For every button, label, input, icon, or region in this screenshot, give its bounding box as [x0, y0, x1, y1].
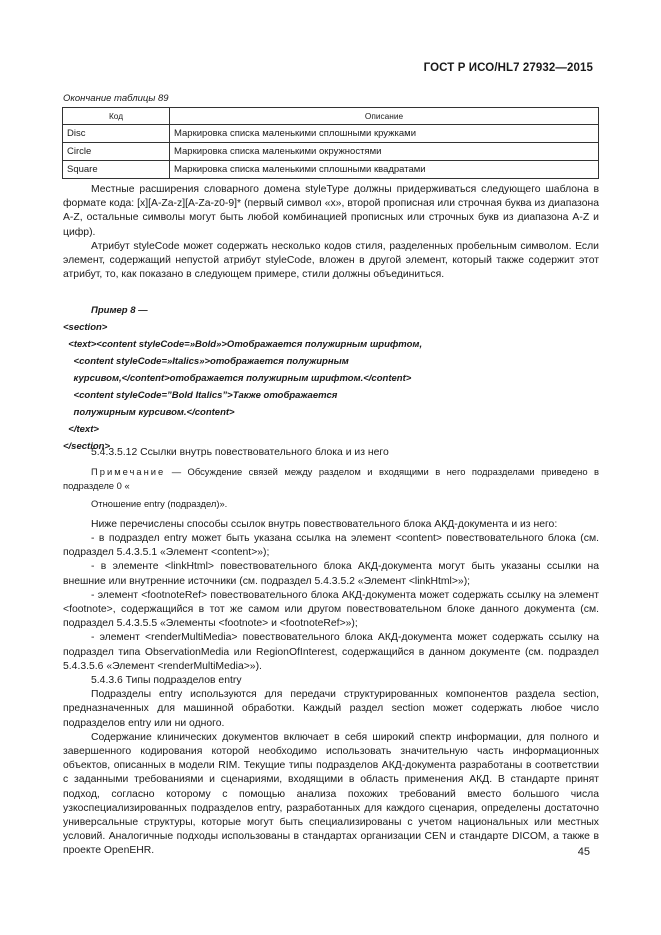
- paragraph: Атрибут styleCode может содержать несколько кодов стиля, разделенных пробельным символом. Если элемент, содержащий непустой атрибут styleCode, вложен в другой элемент, который также содержит этот атрибут, то, как показано в следующем примере, стили должны объединиться.: [63, 240, 599, 281]
- page-number: 45: [577, 846, 590, 858]
- section-5-4-3-5-12: [63, 446, 599, 859]
- table-caption: Окончание таблицы 89: [63, 93, 169, 104]
- code-example: [63, 302, 599, 455]
- code-line: <text><content styleCode=»Bold»>Отображается полужирным шрифтом,: [63, 339, 423, 350]
- table-cell-description: Маркировка списка маленькими окружностями: [170, 143, 599, 161]
- code-line: <content styleCode=»Italics»>отображается полужирным: [63, 356, 349, 367]
- paragraph: Ниже перечислены способы ссылок внутрь повествовательного блока АКД-документа и из него:: [91, 518, 558, 530]
- table-row: [63, 161, 599, 179]
- table-row: [63, 125, 599, 143]
- document-id-header: ГОСТ Р ИСО/HL7 27932—2015: [423, 62, 593, 74]
- list-item: - в подраздел entry может быть указана ссылка на элемент <content> повествовательного блока (см. подраздел 5.4.3.5.1 «Элемент <content>»);: [63, 533, 599, 559]
- table-header-row: [63, 108, 599, 125]
- column-header-code: Код: [63, 108, 170, 125]
- note-label: Примечание: [91, 466, 166, 478]
- note-text: — Обсуждение связей между разделом и входящими в него подразделами приведено в подразделе 0 «: [63, 466, 599, 492]
- note: [63, 465, 599, 493]
- table-cell-code: Square: [63, 161, 170, 179]
- table-cell-description: Маркировка списка маленькими сплошными квадратами: [170, 161, 599, 179]
- example-title: Пример 8 —: [91, 305, 148, 316]
- table-cell-description: Маркировка списка маленькими сплошными кружками: [170, 125, 599, 143]
- paragraph: Местные расширения словарного домена styleType должны придерживаться следующего шаблона в формате кода: [x][A-Za-z][A-Za-z0-9]* (первый символ «x», второй прописная или строчная буква из диапазона A-Z, остальные символы могут быть любой комбинацией прописных или строчных букв из диапазона A-Z и цифр).: [63, 184, 599, 238]
- list-item: - элемент <footnoteRef> повествовательного блока АКД-документа может содержать ссылку на элемент <footnote>, содержащийся в тот же самом или другом повествовательном блоке данного документа (см. подраздел 5.4.3.5.5 «Элементы <footnote> и <footnoteRef>»);: [63, 589, 599, 630]
- note-continuation: Отношение entry (подраздел)».: [91, 497, 228, 509]
- intro-text: [63, 183, 599, 282]
- code-line: </section>: [63, 441, 110, 452]
- paragraph: Подразделы entry используются для передачи структурированных компонентов раздела section, предназначенных для машинной обработки. Каждый раздел section может содержать любое число подразделов entry или ни одного.: [63, 689, 599, 729]
- table-cell-code: Circle: [63, 143, 170, 161]
- style-type-table: [62, 107, 599, 179]
- code-line: <content styleCode=”Bold Italics”>Также отображается: [63, 390, 338, 401]
- column-header-description: Описание: [170, 108, 599, 125]
- table-cell-code: Disc: [63, 125, 170, 143]
- list-item: - элемент <renderMultiMedia> повествовательного блока АКД-документа может содержать ссылку на подраздел типа ObservationMedia или RegionOfInterest, содержащийся в данном документе (см. подраздел 5.4.3.5.6 «Элемент <renderMultiMedia>»).: [63, 632, 599, 672]
- section-heading: 5.4.3.6 Типы подразделов entry: [91, 675, 242, 687]
- code-line: курсивом,</content>отображается полужирным шрифтом.</content>: [63, 373, 412, 384]
- code-line: </text>: [63, 424, 99, 435]
- section-heading: 5.4.3.5.12 Ссылки внутрь повествовательного блока и из него: [91, 447, 389, 458]
- paragraph: Содержание клинических документов включает в себя широкий спектр информации, для полного и завершенного кодирования которой необходимо использовать значительную часть информационных объектов, описанных в модели RIM. Текущие типы подразделов АКД-документа разработаны в соответствии с заданными требованиями и сценариями, входящими в область применения АКД. В стандарте принят подход, согласно которому с помощью анализа похожих требований вместо большого числа узкоспециализированных подразделов entry, разработанных для каждого сценария, определены достаточно универсальные структуры, которые могут быть специализированы с учетом национальных или местных условий. Аналогичные подходы использованы в стандартах организации CEN и стандарте DICOM, а также в проекте OpenEHR.: [63, 731, 599, 857]
- code-line: полужирным курсивом.</content>: [63, 407, 235, 418]
- table-row: [63, 143, 599, 161]
- list-item: - в элементе <linkHtml> повествовательного блока АКД-документа могут быть указаны ссылки на внешние или внутренние источники (см. подраздел 5.4.3.5.2 «Элемент <linkHtml>»);: [63, 561, 599, 587]
- code-line: <section>: [63, 322, 108, 333]
